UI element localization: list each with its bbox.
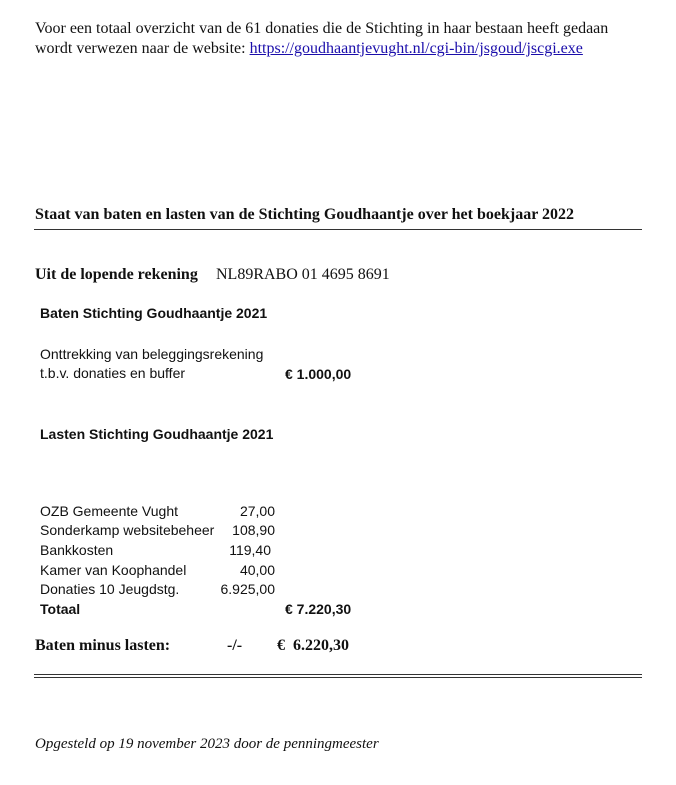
lasten-item-label: Kamer van Koophandel bbox=[40, 562, 187, 578]
intro-text: Voor een totaal overzicht van de 61 donaties die de Stichting in haar bestaan heeft gedaan wordt verwezen naar de website: bbox=[35, 20, 609, 57]
lasten-item-amount: 40,00 bbox=[239, 562, 275, 578]
lasten-heading: Lasten Stichting Goudhaantje 2021 bbox=[40, 426, 274, 442]
summary-double-rule-top bbox=[34, 674, 642, 675]
title-divider bbox=[34, 229, 642, 230]
baten-amount: € 1.000,00 bbox=[285, 366, 352, 382]
lasten-item-amount: 6.925,00 bbox=[220, 581, 275, 597]
account-number: NL89RABO 01 4695 8691 bbox=[216, 266, 390, 283]
lasten-item-label: Sonderkamp websitebeheer bbox=[40, 522, 215, 538]
intro-paragraph bbox=[35, 19, 635, 59]
summary-sign: -/- bbox=[227, 637, 243, 654]
lasten-item-amount: 27,00 bbox=[239, 503, 275, 519]
lasten-item-amount: 119,40 bbox=[229, 542, 271, 558]
website-link[interactable]: https://goudhaantjevught.nl/cgi-bin/jsgoud/jscgi.exe bbox=[249, 40, 583, 57]
lasten-item-label: Donaties 10 Jeugdstg. bbox=[40, 581, 180, 597]
baten-line-1: Onttrekking van beleggingsrekening bbox=[40, 346, 264, 362]
lasten-item-label: OZB Gemeente Vught bbox=[40, 503, 178, 519]
baten-heading: Baten Stichting Goudhaantje 2021 bbox=[40, 305, 268, 321]
footer-note: Opgesteld op 19 november 2023 door de penningmeester bbox=[35, 736, 379, 752]
lasten-total-amount: € 7.220,30 bbox=[285, 601, 352, 617]
summary-label: Baten minus lasten: bbox=[35, 637, 171, 654]
report-title: Staat van baten en lasten van de Stichting Goudhaantje over het boekjaar 2022 bbox=[35, 206, 574, 223]
account-label: Uit de lopende rekening bbox=[35, 266, 198, 283]
summary-double-rule-bottom bbox=[34, 677, 642, 678]
summary-amount: € 6.220,30 bbox=[277, 637, 349, 654]
lasten-total-label: Totaal bbox=[40, 601, 81, 617]
baten-line-2: t.b.v. donaties en buffer bbox=[40, 365, 186, 381]
lasten-item-label: Bankkosten bbox=[40, 542, 114, 558]
lasten-item-amount: 108,90 bbox=[232, 522, 275, 538]
